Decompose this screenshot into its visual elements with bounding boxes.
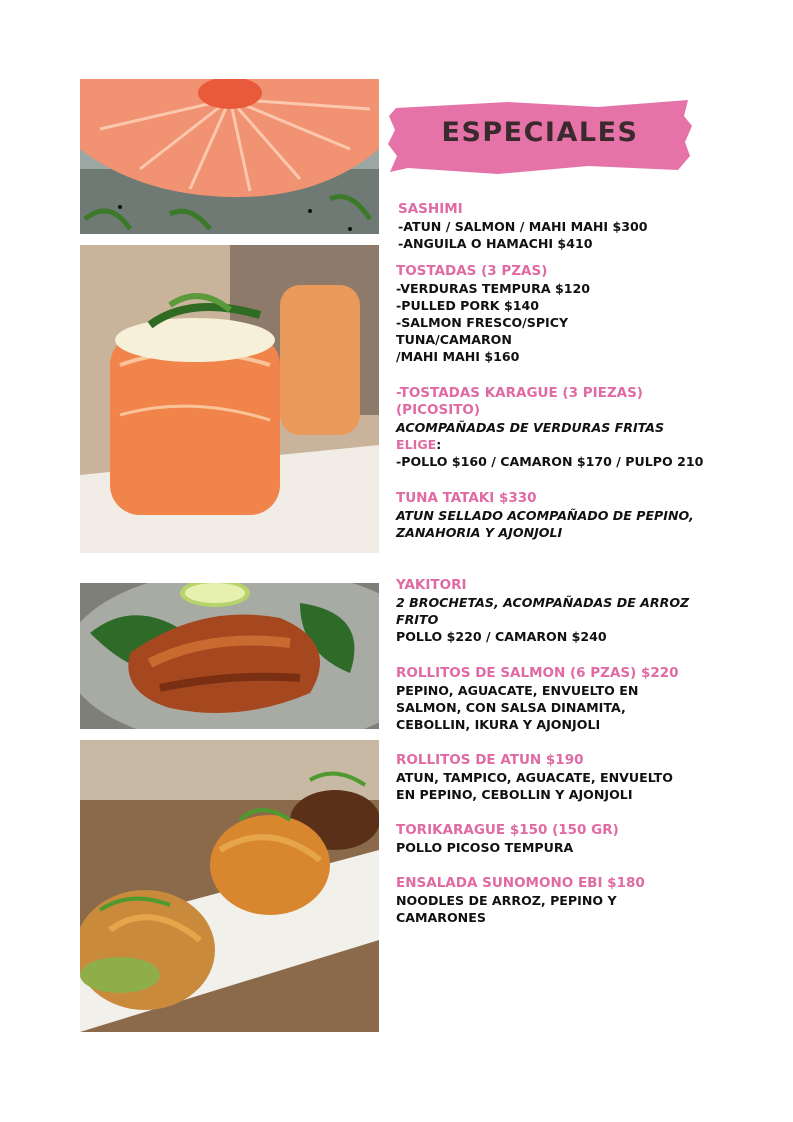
item-title: ENSALADA SUNOMONO EBI $180 — [396, 875, 645, 891]
item-line: -ANGUILA O HAMACHI $410 — [398, 236, 593, 251]
item-title: ROLLITOS DE ATUN $190 — [396, 752, 584, 768]
item-description: ACOMPAÑADAS DE VERDURAS FRITAS — [396, 420, 665, 435]
item-line: NOODLES DE ARROZ, PEPINO Y — [396, 893, 617, 908]
item-line: CAMARONES — [396, 910, 486, 925]
item-subtitle: (PICOSITO) — [396, 402, 481, 418]
item-options: -POLLO $160 / CAMARON $170 / PULPO 210 — [396, 454, 704, 469]
yakitori-photo — [80, 583, 379, 729]
menu-item-yakitori — [396, 577, 776, 645]
item-title: YAKITORI — [396, 577, 467, 593]
item-title: ROLLITOS DE SALMON (6 PZAS) $220 — [396, 665, 679, 681]
sashimi-photo — [80, 79, 379, 234]
item-line: -PULLED PORK $140 — [396, 298, 540, 313]
menu-item-sashimi — [398, 201, 778, 252]
item-line: CEBOLLIN, IKURA Y AJONJOLI — [396, 717, 601, 732]
menu-item-tuna-tataki — [396, 490, 776, 541]
item-line: /MAHI MAHI $160 — [396, 349, 520, 364]
item-description: 2 BROCHETAS, ACOMPAÑADAS DE ARROZ — [396, 595, 690, 610]
item-line: SALMON, CON SALSA DINAMITA, — [396, 700, 626, 715]
item-line: POLLO PICOSO TEMPURA — [396, 840, 574, 855]
item-title: TORIKARAGUE $150 (150 GR) — [396, 822, 619, 838]
item-price: POLLO $220 / CAMARON $240 — [396, 629, 607, 644]
item-description: FRITO — [396, 612, 439, 627]
item-title: -TOSTADAS KARAGUE (3 PIEZAS) — [396, 385, 643, 401]
menu-item-ensalada — [396, 875, 776, 926]
choose-colon: : — [436, 437, 442, 452]
item-title: TOSTADAS (3 PZAS) — [396, 263, 548, 279]
item-line: TUNA/CAMARON — [396, 332, 512, 347]
page-title: ESPECIALES — [441, 117, 639, 148]
menu-item-tostadas-karague — [396, 385, 776, 470]
menu-item-rollitos-salmon — [396, 665, 776, 733]
header-banner — [388, 98, 692, 176]
item-title: SASHIMI — [398, 201, 463, 217]
choose-label: ELIGE — [396, 437, 437, 452]
tostadas-photo — [80, 740, 379, 1032]
item-description: ZANAHORIA Y AJONJOLI — [396, 525, 563, 540]
item-line: -SALMON FRESCO/SPICY — [396, 315, 569, 330]
item-line: -VERDURAS TEMPURA $120 — [396, 281, 590, 296]
menu-item-tostadas — [396, 263, 776, 365]
item-line: -ATUN / SALMON / MAHI MAHI $300 — [398, 219, 648, 234]
item-title: TUNA TATAKI $330 — [396, 490, 537, 506]
item-line: EN PEPINO, CEBOLLIN Y AJONJOLI — [396, 787, 633, 802]
salmon-roll-photo — [80, 245, 379, 553]
menu-item-torikarague — [396, 822, 776, 856]
item-line: PEPINO, AGUACATE, ENVUELTO EN — [396, 683, 639, 698]
item-line: ATUN, TAMPICO, AGUACATE, ENVUELTO — [396, 770, 673, 785]
item-description: ATUN SELLADO ACOMPAÑADO DE PEPINO, — [396, 508, 694, 523]
menu-item-rollitos-atun — [396, 752, 776, 803]
